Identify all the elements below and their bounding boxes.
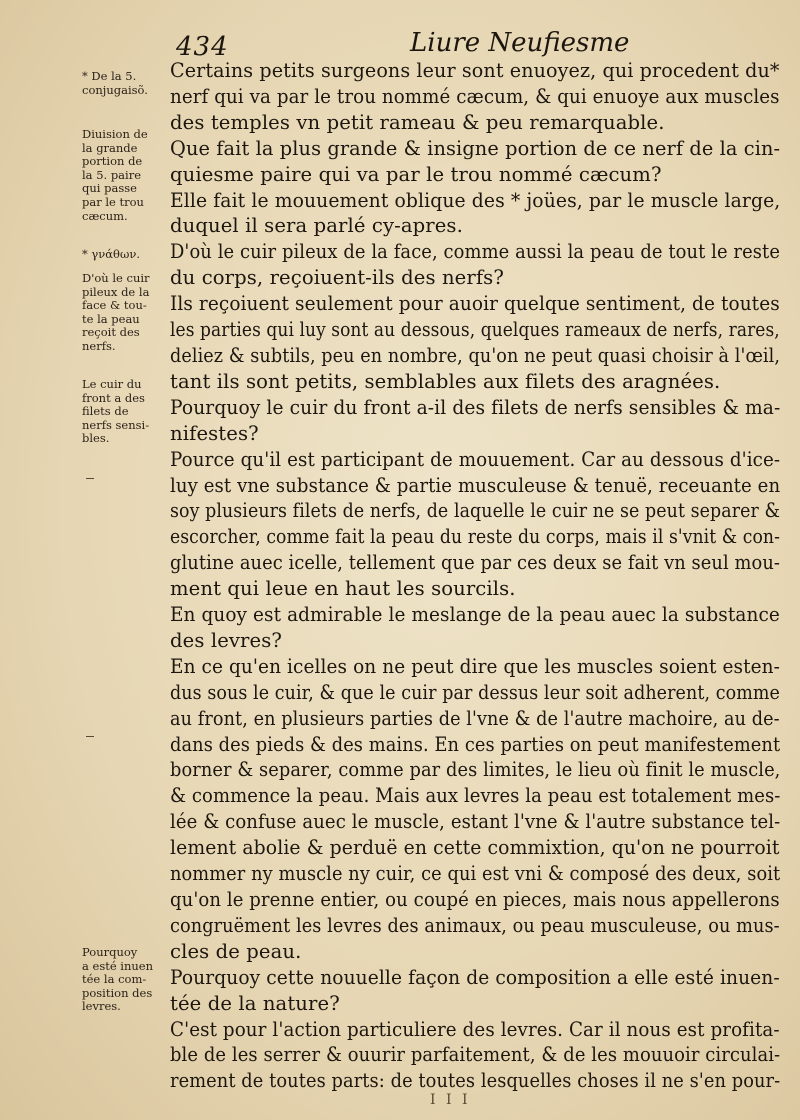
text-line: Pource qu'il est participant de mouuement. Car au dessous d'ice-	[170, 447, 781, 471]
margin-line: front a des	[82, 390, 145, 405]
body-text	[170, 58, 780, 1094]
margin-tick	[86, 478, 94, 479]
text-line: qu'on le prenne entier, ou coupé en pieces, mais nous appellerons	[170, 888, 780, 911]
page-number: 434	[176, 32, 229, 62]
margin-line: Le cuir du	[82, 377, 142, 391]
text-line: du corps, reçoiuent-ils des nerfs?	[170, 266, 504, 290]
margin-line: portion de	[82, 154, 143, 169]
margin-line: qui passe	[82, 181, 137, 196]
text-line: cles de peau.	[170, 939, 302, 963]
margin-line: la grande	[82, 140, 138, 155]
margin-line: reçoit des	[82, 325, 140, 340]
margin-line: Pourquoy	[82, 945, 138, 959]
text-line: les parties qui luy sont au dessous, quelques rameaux de nerfs, rares,	[170, 318, 780, 342]
margin-line: Diuision de	[82, 127, 148, 141]
signature-mark: I I I	[430, 1092, 471, 1108]
text-line: En quoy est admirable le meslange de la peau auec la substance	[170, 603, 780, 627]
margin-line: D'où le cuir	[82, 271, 150, 285]
text-line: des temples vn petit rameau & peu remarquable.	[170, 110, 665, 134]
margin-line: face & tou-	[82, 298, 147, 313]
text-line: Pourquoy le cuir du front a-il des filets de nerfs sensibles & ma-	[170, 395, 781, 419]
margin-note-greek	[82, 248, 166, 262]
text-line: borner & separer, comme par des limites, le lieu où finit le muscle,	[170, 758, 781, 782]
text-line: En ce qu'en icelles on ne peut dire que les muscles soient esten-	[170, 654, 780, 678]
margin-line: bles.	[82, 431, 110, 446]
text-line: Ils reçoiuent seulement pour auoir quelque sentiment, de toutes	[170, 292, 780, 316]
text-line: D'où le cuir pileux de la face, comme aussi la peau de tout le reste	[170, 240, 780, 264]
text-line: C'est pour l'action particuliere des levres. Car il nous est profita-	[170, 1017, 780, 1041]
running-title: Liure Neufiesme	[410, 28, 630, 58]
text-line: nifestes?	[170, 421, 259, 445]
text-line: lement abolie & perduë en cette commixtion, qu'on ne pourroit	[170, 836, 780, 860]
text-line: congruëment les levres des animaux, ou peau musculeuse, ou mus-	[170, 913, 780, 937]
margin-line: par le trou	[82, 194, 144, 209]
margin-line: * γνάθων.	[82, 247, 140, 261]
text-line: tée de la nature?	[170, 991, 340, 1015]
margin-line: filets de	[82, 404, 129, 419]
text-line: ble de les serrer & ouurir parfaitement, & de les mouuoir circulai-	[170, 1043, 781, 1067]
text-line: glutine auec icelle, tellement que par ces deux se fait vn seul mou-	[170, 551, 780, 575]
text-line: nommer ny muscle ny cuir, ce qui est vni & composé des deux, soit	[170, 862, 781, 886]
margin-line: cæcum.	[82, 208, 128, 223]
text-line: au front, en plusieurs parties de l'vne & de l'autre machoire, au de-	[170, 706, 780, 730]
margin-line: la 5. paire	[82, 167, 142, 182]
text-line: tant ils sont petits, semblables aux filets des aragnées.	[170, 369, 721, 393]
margin-line: tée la com-	[82, 972, 147, 987]
margin-line: pileux de la	[82, 284, 150, 299]
text-line: soy plusieurs filets de nerfs, de laquelle le cuir ne se peut separer &	[170, 499, 781, 523]
text-line: ment qui leue en haut les sourcils.	[170, 577, 516, 601]
margin-line: nerfs.	[82, 338, 116, 353]
margin-note-cuir-pileux	[82, 272, 166, 354]
text-line: lée & confuse auec le muscle, estant l'vne & l'autre substance tel-	[170, 810, 781, 834]
text-line: dans des pieds & des mains. En ces parties on peut manifestement	[170, 732, 781, 756]
text-line: rement de toutes parts: de toutes lesquelles choses il ne s'en pour-	[170, 1069, 781, 1093]
text-line: Pourquoy cette nouuelle façon de composition a elle esté inuen-	[170, 965, 780, 989]
margin-tick	[86, 736, 94, 737]
margin-line: * De la 5.	[82, 69, 137, 83]
margin-line: position des	[82, 985, 153, 1000]
margin-note-levres	[82, 946, 166, 1014]
text-line: quiesme paire qui va par le trou nommé cæcum?	[170, 162, 662, 186]
margin-line: levres.	[82, 999, 121, 1014]
text-line: nerf qui va par le trou nommé cæcum, & qui enuoye aux muscles	[170, 84, 780, 108]
text-line: Elle fait le mouuement oblique des * joües, par le muscle large,	[170, 188, 781, 212]
margin-note-conjugaison	[82, 70, 166, 97]
text-line: deliez & subtils, peu en nombre, qu'on ne peut quasi choisir à l'œil,	[170, 343, 781, 367]
text-line: escorcher, comme fait la peau du reste du corps, mais il s'vnit & con-	[170, 525, 780, 549]
margin-note-division	[82, 128, 166, 223]
text-line: Que fait la plus grande & insigne portion de ce nerf de la cin-	[170, 136, 781, 160]
text-line: dus sous le cuir, & que le cuir par dessus leur soit adherent, comme	[170, 680, 780, 704]
margin-note-front	[82, 378, 166, 446]
text-line: des levres?	[170, 628, 282, 652]
text-line: & commence la peau. Mais aux levres la peau est totalement mes-	[170, 784, 781, 808]
margin-line: nerfs sensi-	[82, 417, 150, 432]
margin-line: a esté inuen	[82, 958, 154, 973]
text-line: duquel il sera parlé cy-apres.	[170, 214, 463, 238]
text-line: luy est vne substance & partie musculeuse & tenuë, receuante en	[170, 473, 781, 497]
margin-line: conjugaisõ.	[82, 82, 148, 97]
text-line: Certains petits surgeons leur sont enuoyez, qui procedent du*	[170, 59, 780, 82]
margin-line: te la peau	[82, 311, 140, 326]
